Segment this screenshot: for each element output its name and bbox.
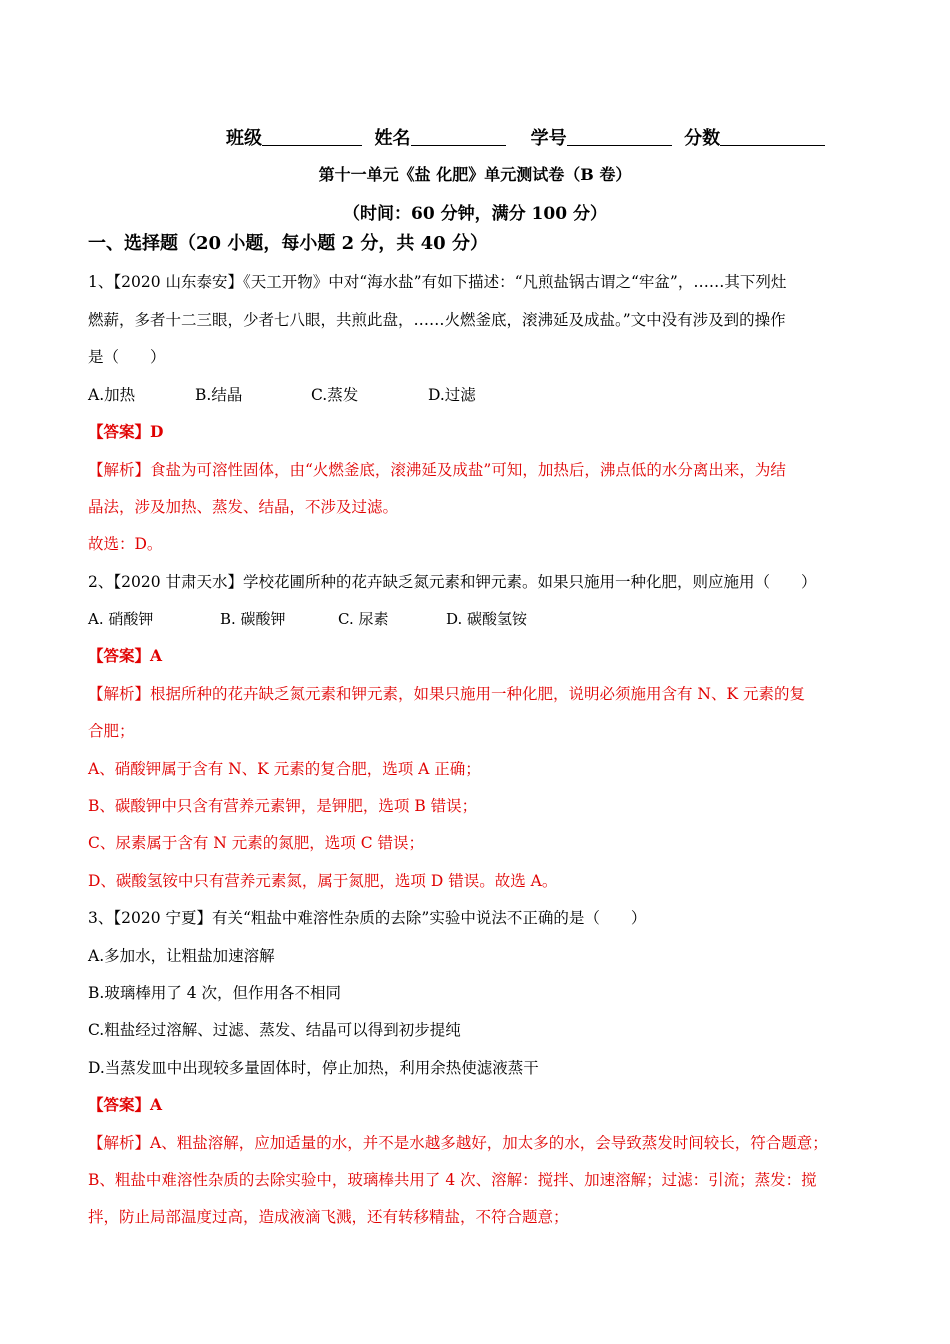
question-2-options <box>88 609 527 629</box>
question-1-analysis-line-1: 【解析】食盐为可溶性固体，由“火燃釜底，滚沸延及成盐”可知，加热后，沸点低的水分离出来，为结 <box>88 461 786 479</box>
question-3-analysis-line-3: 拌，防止局部温度过高，造成液滴飞溅，还有转移精盐，不符合题意； <box>88 1208 569 1226</box>
class-label: 班级 <box>226 128 262 149</box>
question-1-analysis-line-2: 晶法，涉及加热、蒸发、结晶，不涉及过滤。 <box>88 498 399 516</box>
question-3-option-d: D.当蒸发皿中出现较多量固体时，停止加热，利用余热使滤液蒸干 <box>88 1059 539 1077</box>
question-3-option-b: B.玻璃棒用了 4 次，但作用各不相同 <box>88 984 342 1002</box>
question-2-stem-line-1: 2、【2020 甘肃天水】学校花圃所种的花卉缺乏氮元素和钾元素。如果只施用一种化肥，则应施用（ ） <box>88 573 817 591</box>
id-blank[interactable] <box>567 127 672 146</box>
question-2-analysis-line-1: 【解析】根据所种的花卉缺乏氮元素和钾元素，如果只施用一种化肥，说明必须施用含有 N、K 元素的复 <box>88 685 805 703</box>
q2-option-a: A. 硝酸钾 <box>88 610 154 628</box>
question-2-analysis-line-2: 合肥； <box>88 722 135 740</box>
question-3-analysis-line-2: B、粗盐中难溶性杂质的去除实验中，玻璃棒共用了 4 次、溶解：搅拌、加速溶解；过滤：引流；蒸发：搅 <box>88 1171 817 1189</box>
question-1-answer: 【答案】D <box>88 422 164 441</box>
question-2-analysis-line-6: D、碳酸氢铵中只有营养元素氮，属于氮肥，选项 D 错误。故选 A。 <box>88 872 558 890</box>
question-2-analysis-line-5: C、尿素属于含有 N 元素的氮肥，选项 C 错误； <box>88 834 424 852</box>
paper-subtitle: （时间：60 分钟，满分 100 分） <box>343 204 607 224</box>
q1-option-c: C.蒸发 <box>311 386 359 404</box>
question-1-options <box>88 385 476 405</box>
q1-option-d: D.过滤 <box>428 386 476 404</box>
question-2-analysis-line-3: A、硝酸钾属于含有 N、K 元素的复合肥，选项 A 正确； <box>88 760 481 778</box>
id-label: 学号 <box>530 128 567 149</box>
question-3-analysis-line-1: 【解析】A、粗盐溶解，应加适量的水，并不是水越多越好，加太多的水，会导致蒸发时间较长，符合题意； <box>88 1134 828 1152</box>
question-1-analysis-line-3: 故选：D。 <box>88 535 163 553</box>
question-1-stem-line-2: 燃薪，多者十二三眼，少者七八眼，共煎此盘，……火燃釜底，滚沸延及成盐。”文中没有涉及到的操作 <box>88 311 786 329</box>
class-blank[interactable] <box>262 127 362 146</box>
question-3-option-c: C.粗盐经过溶解、过滤、蒸发、结晶可以得到初步提纯 <box>88 1021 461 1039</box>
score-label: 分数 <box>684 128 721 149</box>
question-3-answer: 【答案】A <box>88 1095 163 1114</box>
question-2-analysis-line-4: B、碳酸钾中只含有营养元素钾，是钾肥，选项 B 错误； <box>88 797 478 815</box>
name-blank[interactable] <box>411 127 506 146</box>
q1-option-b: B.结晶 <box>195 386 243 404</box>
q2-option-b: B. 碳酸钾 <box>220 610 286 628</box>
section-heading: 一、选择题（20 小题，每小题 2 分，共 40 分） <box>88 233 488 254</box>
question-3-option-a: A.多加水，让粗盐加速溶解 <box>88 947 275 965</box>
question-1-stem-line-3: 是（ ） <box>88 348 166 366</box>
student-info-header <box>226 124 825 150</box>
q1-option-a: A.加热 <box>88 386 136 404</box>
score-blank[interactable] <box>720 127 825 146</box>
q2-option-c: C. 尿素 <box>338 610 389 628</box>
name-label: 姓名 <box>374 128 411 149</box>
paper-title: 第十一单元《盐 化肥》单元测试卷（B 卷） <box>318 165 632 184</box>
question-3-stem-line-1: 3、【2020 宁夏】有关“粗盐中难溶性杂质的去除”实验中说法不正确的是（ ） <box>88 909 647 927</box>
q2-option-d: D. 碳酸氢铵 <box>446 610 528 628</box>
question-1-stem-line-1: 1、【2020 山东泰安】《天工开物》中对“海水盐”有如下描述：“凡煎盐锅古谓之“牢盆”，……其下列灶 <box>88 273 787 291</box>
question-2-answer: 【答案】A <box>88 646 163 665</box>
